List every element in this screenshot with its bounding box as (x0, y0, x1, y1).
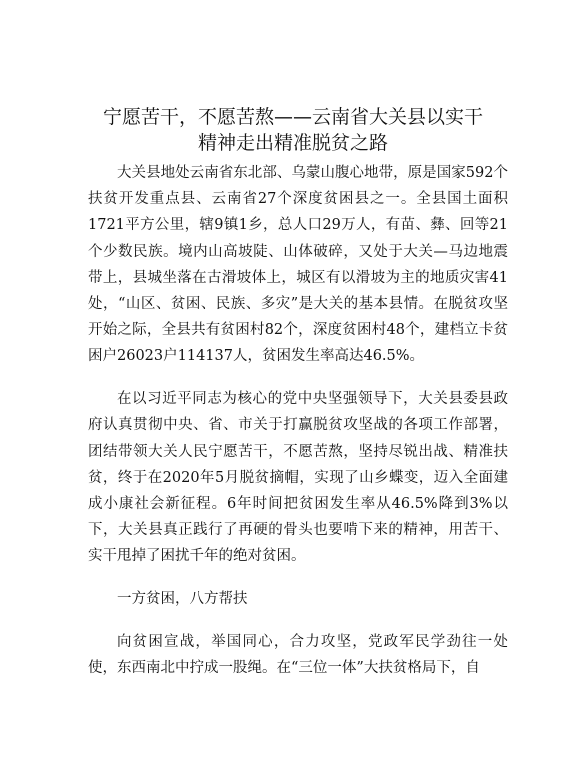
section-heading: 一方贫困，八方帮扶 (117, 591, 248, 608)
document-title-line-1: 宁愿苦干，不愿苦熬——云南省大关县以实干 (102, 106, 483, 128)
document-title-line-2: 精神走出精准脱贫之路 (197, 132, 388, 154)
paragraph-achievement: 在以习近平同志为核心的党中央坚强领导下，大关县委县政府认真贯彻中央、省、市关于打赢脱贫攻坚战的各项工作部署，团结带领大关人民宁愿苦干，不愿苦熬，坚持尽锐出战、精准扶贫，终于在2020年5月脱贫摘帽，实现了山乡蝶变，迈入全面建成小康社会新征程。6年时间把贫困发生率从46.5%降到3%以下，大关县真正践行了再硬的骨头也要啃下来的精神，用苦干、实干甩掉了困扰千年的绝对贫困。 (88, 391, 508, 565)
paragraph-assistance: 向贫困宣战，举国同心，合力攻坚，党政军民学劲往一处使，东西南北中拧成一股绳。在“三位一体”大扶贫格局下，自 (88, 633, 508, 676)
document-body (88, 160, 508, 681)
paragraph-overview: 大关县地处云南省东北部、乌蒙山腹心地带，原是国家592个扶贫开发重点县、云南省27个深度贫困县之一。全县国土面积1721平方公里，辖9镇1乡，总人口29万人，有苗、彝、回等21个少数民族。境内山高坡陡、山体破碎，又处于大关—马边地震带上，县城坐落在古滑坡体上，城区有以滑坡为主的地质灾害41处，“山区、贫困、民族、多灾”是大关的基本县情。在脱贫攻坚开始之际，全县共有贫困村82个，深度贫困村48个，建档立卡贫困户26023户114137人，贫困发生率高达46.5%。 (88, 165, 508, 365)
